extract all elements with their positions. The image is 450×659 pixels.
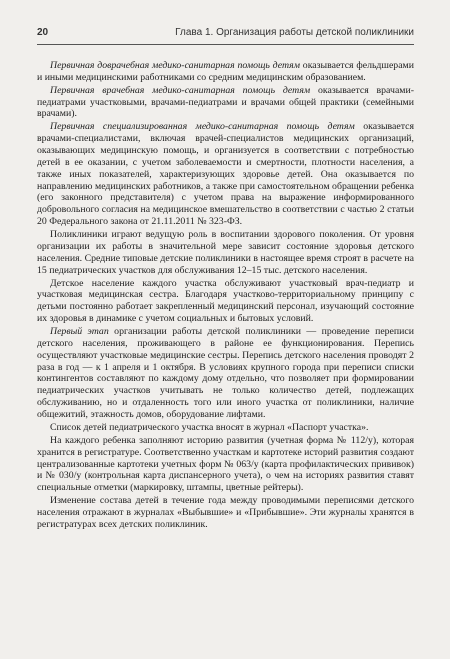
paragraph [37,278,414,325]
paragraph-text: Список детей педиатрического участка вносят в журнал «Паспорт участка». [50,421,369,433]
paragraph-lead: Первичная врачебная медико-санитарная помощь детям [50,84,311,96]
header-rule [37,44,414,45]
paragraph-lead: Первый этап [50,326,109,338]
page-number: 20 [37,27,49,38]
paragraph-text: оказывается врачами-педиатрами участковыми, врачами-педиатрами и врачами общей практики (семейными врачами). [37,84,414,120]
paragraph [37,121,414,228]
paragraph-text: оказывается врачами-специалистами, включая врачей-специалистов медицинских организаций, оказывающих медицинскую помощь, и организуется в соответствии с потребностью детей в ее оказании, с учетом заболеваемости и смертности, плотности населения, а также иных показателей, характеризующих здоровье детей. Она оказывается по направлению медицинских работников, а также при самостоятельном обращении ребенка (его законного представителя) с учетом права на выражение информированного добровольного согласия на медицинское вмешательство в соответствии с частью 2 статьи 20 Федерального закона от 21.11.2011 № 323-ФЗ. [37,121,414,228]
paragraph-text: На каждого ребенка заполняют историю развития (учетная форма № 112/у), которая хранится в регистратуре. Соответственно участкам и картотеке историй развития создают централизованные картотеки учетных форм № 063/у (карта профилактических прививок) и № 030/у (контрольная карта диспансерного учета), о чем на историях развития ставят специальные отметки (маркировку, штампы, цветные рейтеры). [37,434,414,494]
page-header [37,27,414,43]
paragraph [37,495,414,531]
paragraph [37,326,414,421]
paragraph-text: Изменение состава детей в течение года между проводимыми переписями детского населения отражают в журналах «Выбывшие» и «Прибывшие». Эти журналы хранятся в регистратурах всех детских поликлиник. [37,495,414,530]
paragraph [37,85,414,121]
paragraph [37,422,414,434]
paragraph-lead: Первичная доврачебная медико-санитарная помощь детям [50,60,300,71]
paragraph-lead: Первичная специализированная медико-санитарная помощь детям [50,121,355,133]
paragraph-text: Поликлиники играют ведущую роль в воспитании здорового поколения. От уровня организации их работы в значительной мере зависит состояние здоровья детского населения. Средние типовые детские поликлиники в настоящее время строят в расчете на 15 педиатрических участков для обслуживания 12–15 тыс. детского населения. [37,229,414,276]
paragraph-text: организации работы детской поликлиники — проведение переписи детского населения, проживающего в районе ее функционирования. Перепись осуществляют участковые медицинские сестры. Перепись детского населения проводят 2 раза в год — к 1 апреля и 1 октября. В условиях крупного города при переписи списки контингентов составляют по каждому дому отдельно, что позволяет при формировании педиатрических участков учитывать не только количество детей, подлежащих обслуживанию, но и отдаленность того или иного участка от поликлиники, наличие общежитий, этажность домов, оборудование лифтами. [37,326,414,420]
running-head: Глава 1. Организация работы детской поликлиники [175,27,414,38]
paragraph-text: Детское население каждого участка обслуживают участковый врач-педиатр и участковая медицинская сестра. Благодаря участково-территориальному принципу с детьми постоянно работает закрепленный медицинский персонал, изучающий состояние их здоровья в динамике с учетом социальных и бытовых условий. [37,277,414,325]
page-body [37,60,414,532]
paragraph [37,60,414,84]
paragraph [37,435,414,494]
paragraph [37,229,414,276]
paragraph-text: оказывается фельдшерами и иными медицинскими работниками со средним медицинским образованием. [37,60,414,83]
